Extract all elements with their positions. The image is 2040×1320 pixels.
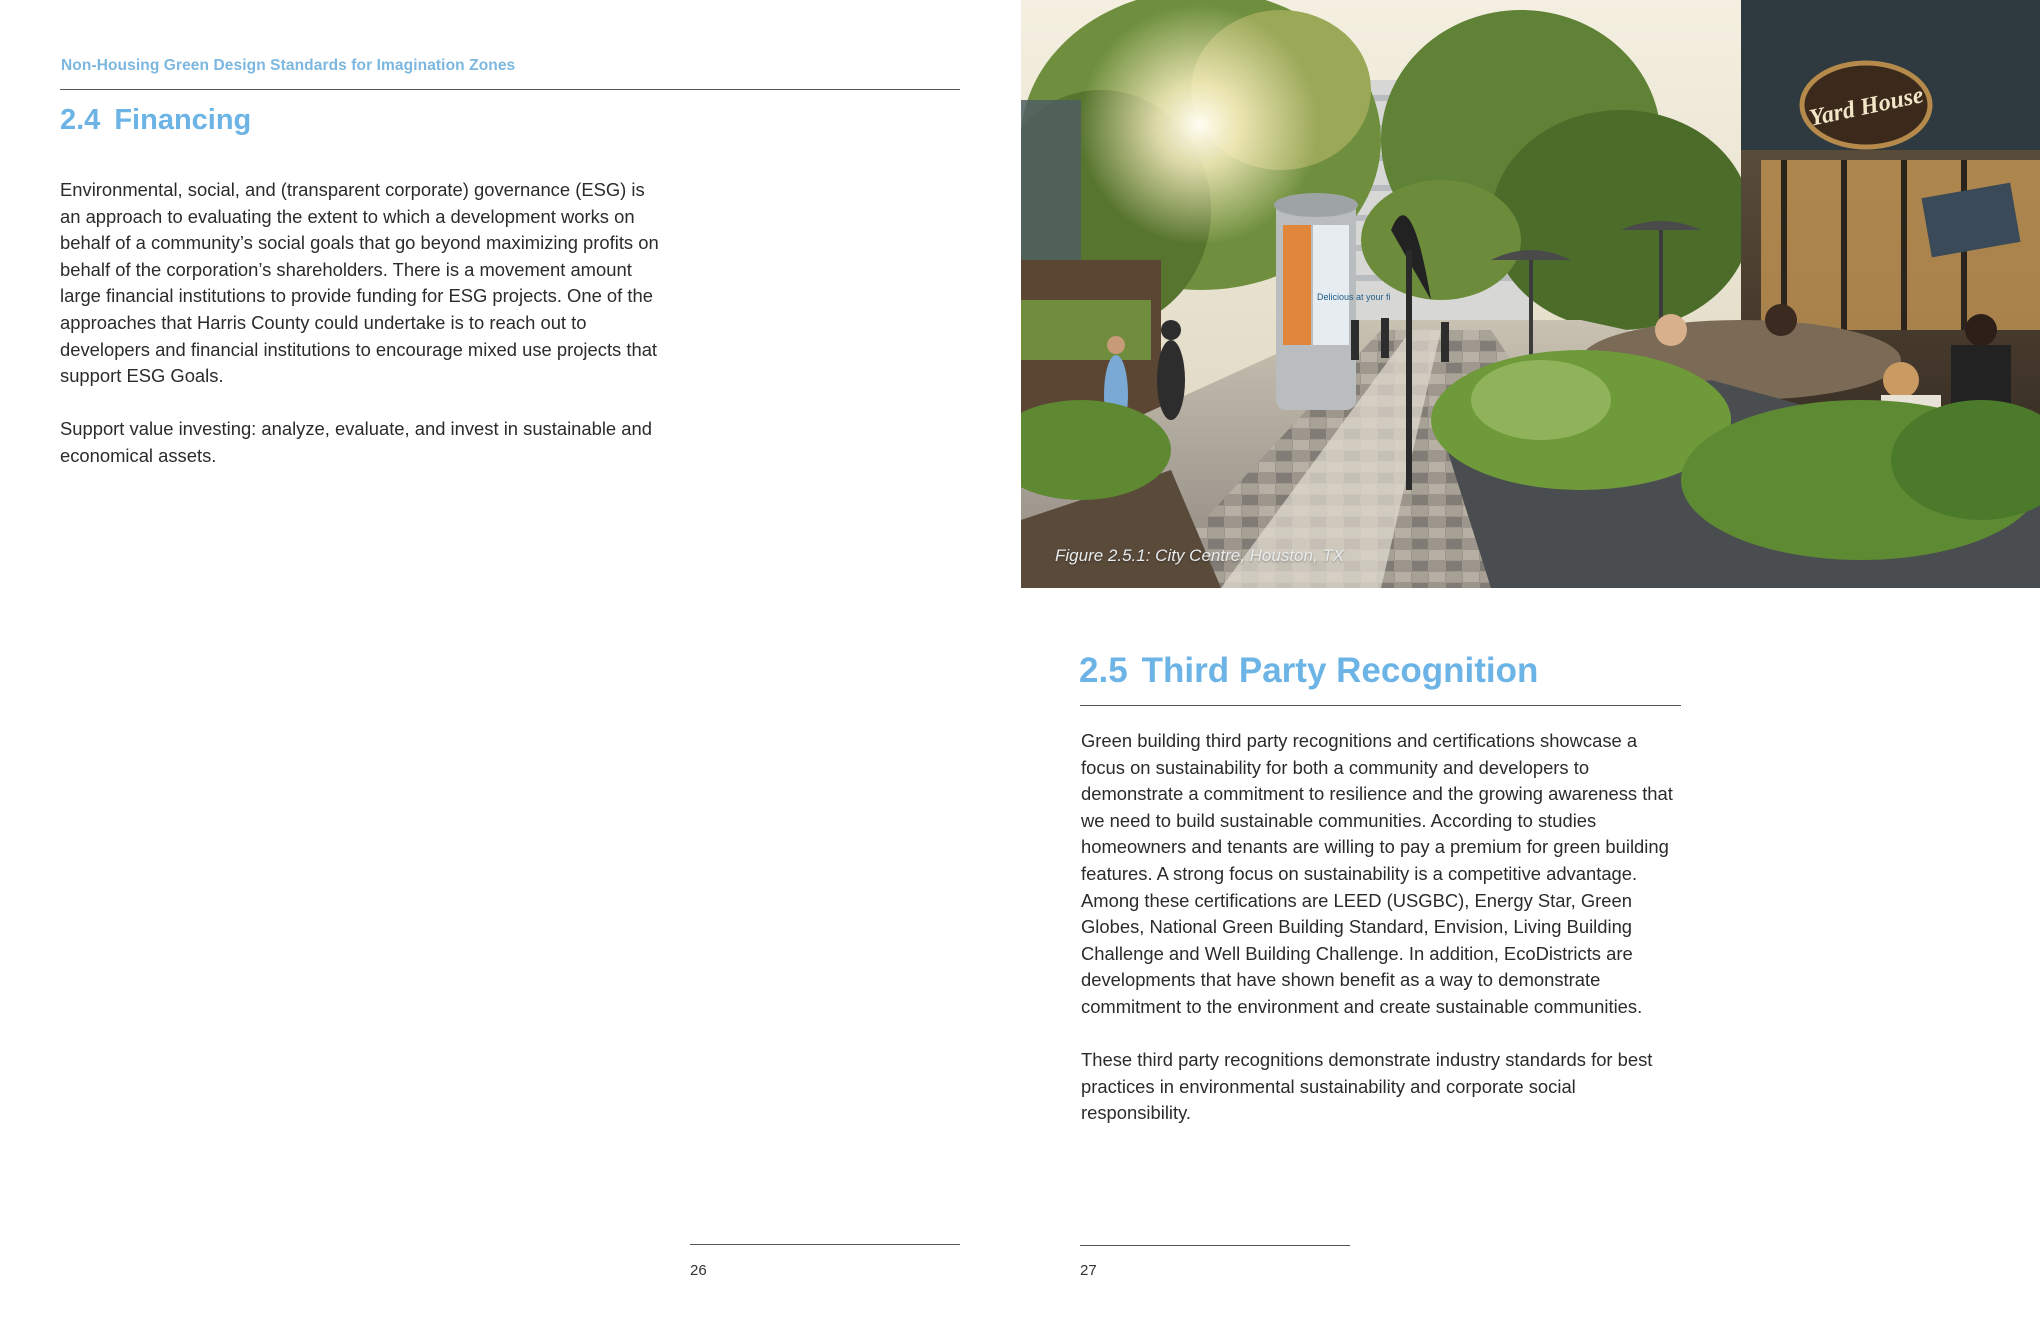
section-title-third-party bbox=[1079, 651, 1538, 691]
footer-rule-left bbox=[690, 1244, 960, 1245]
section-rule bbox=[1080, 705, 1681, 706]
section-heading: Third Party Recognition bbox=[1141, 651, 1539, 690]
recognition-body bbox=[1081, 728, 1683, 1154]
section-number: 2.4 bbox=[60, 104, 101, 136]
yard-house-sign: Yard House bbox=[1807, 82, 1926, 132]
financing-body bbox=[60, 177, 660, 496]
page-number-left: 26 bbox=[690, 1262, 707, 1279]
city-centre-photo bbox=[1021, 0, 2040, 588]
running-header: Non-Housing Green Design Standards for Imagination Zones bbox=[61, 57, 516, 74]
financing-paragraph-1: Environmental, social, and (transparent corporate) governance (ESG) is an approach to evaluating the extent to which a development works on behalf of a community’s social goals that go beyond maximizing profits on behalf of the corporation’s shareholders. There is a movement amount large financial institutions to provide funding for ESG projects. One of the approaches that Harris County could undertake is to reach out to developers and financial institutions to encourage mixed use projects that support ESG Goals. bbox=[60, 179, 659, 387]
recognition-paragraph-2: These third party recognitions demonstrate industry standards for best practices in environmental sustainability and corporate social responsibility. bbox=[1081, 1049, 1653, 1124]
financing-paragraph-2: Support value investing: analyze, evaluate, and invest in sustainable and economical assets. bbox=[60, 418, 652, 466]
section-title-financing bbox=[60, 104, 251, 137]
section-heading: Financing bbox=[114, 104, 252, 136]
footer-rule-right bbox=[1080, 1245, 1350, 1246]
page-number-right: 27 bbox=[1080, 1262, 1097, 1279]
figure-caption: Figure 2.5.1: City Centre, Houston, TX bbox=[1055, 546, 1345, 565]
recognition-paragraph-1: Green building third party recognitions and certifications showcase a focus on sustainability for both a community and developers to demonstrate a commitment to resilience and the growing awareness that we need to build sustainable communities. According to studies homeowners and tenants are willing to pay a premium for green building features. A strong focus on sustainability is a competitive advantage. Among these certifications are LEED (USGBC), Energy Star, Green Globes, National Green Building Standard, Envision, Living Building Challenge and Well Building Challenge. In addition, EcoDistricts are developments that have shown benefit as a way to demonstrate commitment to the environment and create sustainable communities. bbox=[1081, 730, 1673, 1017]
header-rule bbox=[60, 89, 960, 90]
kiosk-ad-text: Delicious at your fi bbox=[1317, 292, 1391, 302]
figure-photo bbox=[1021, 0, 2040, 588]
section-number: 2.5 bbox=[1079, 651, 1128, 690]
